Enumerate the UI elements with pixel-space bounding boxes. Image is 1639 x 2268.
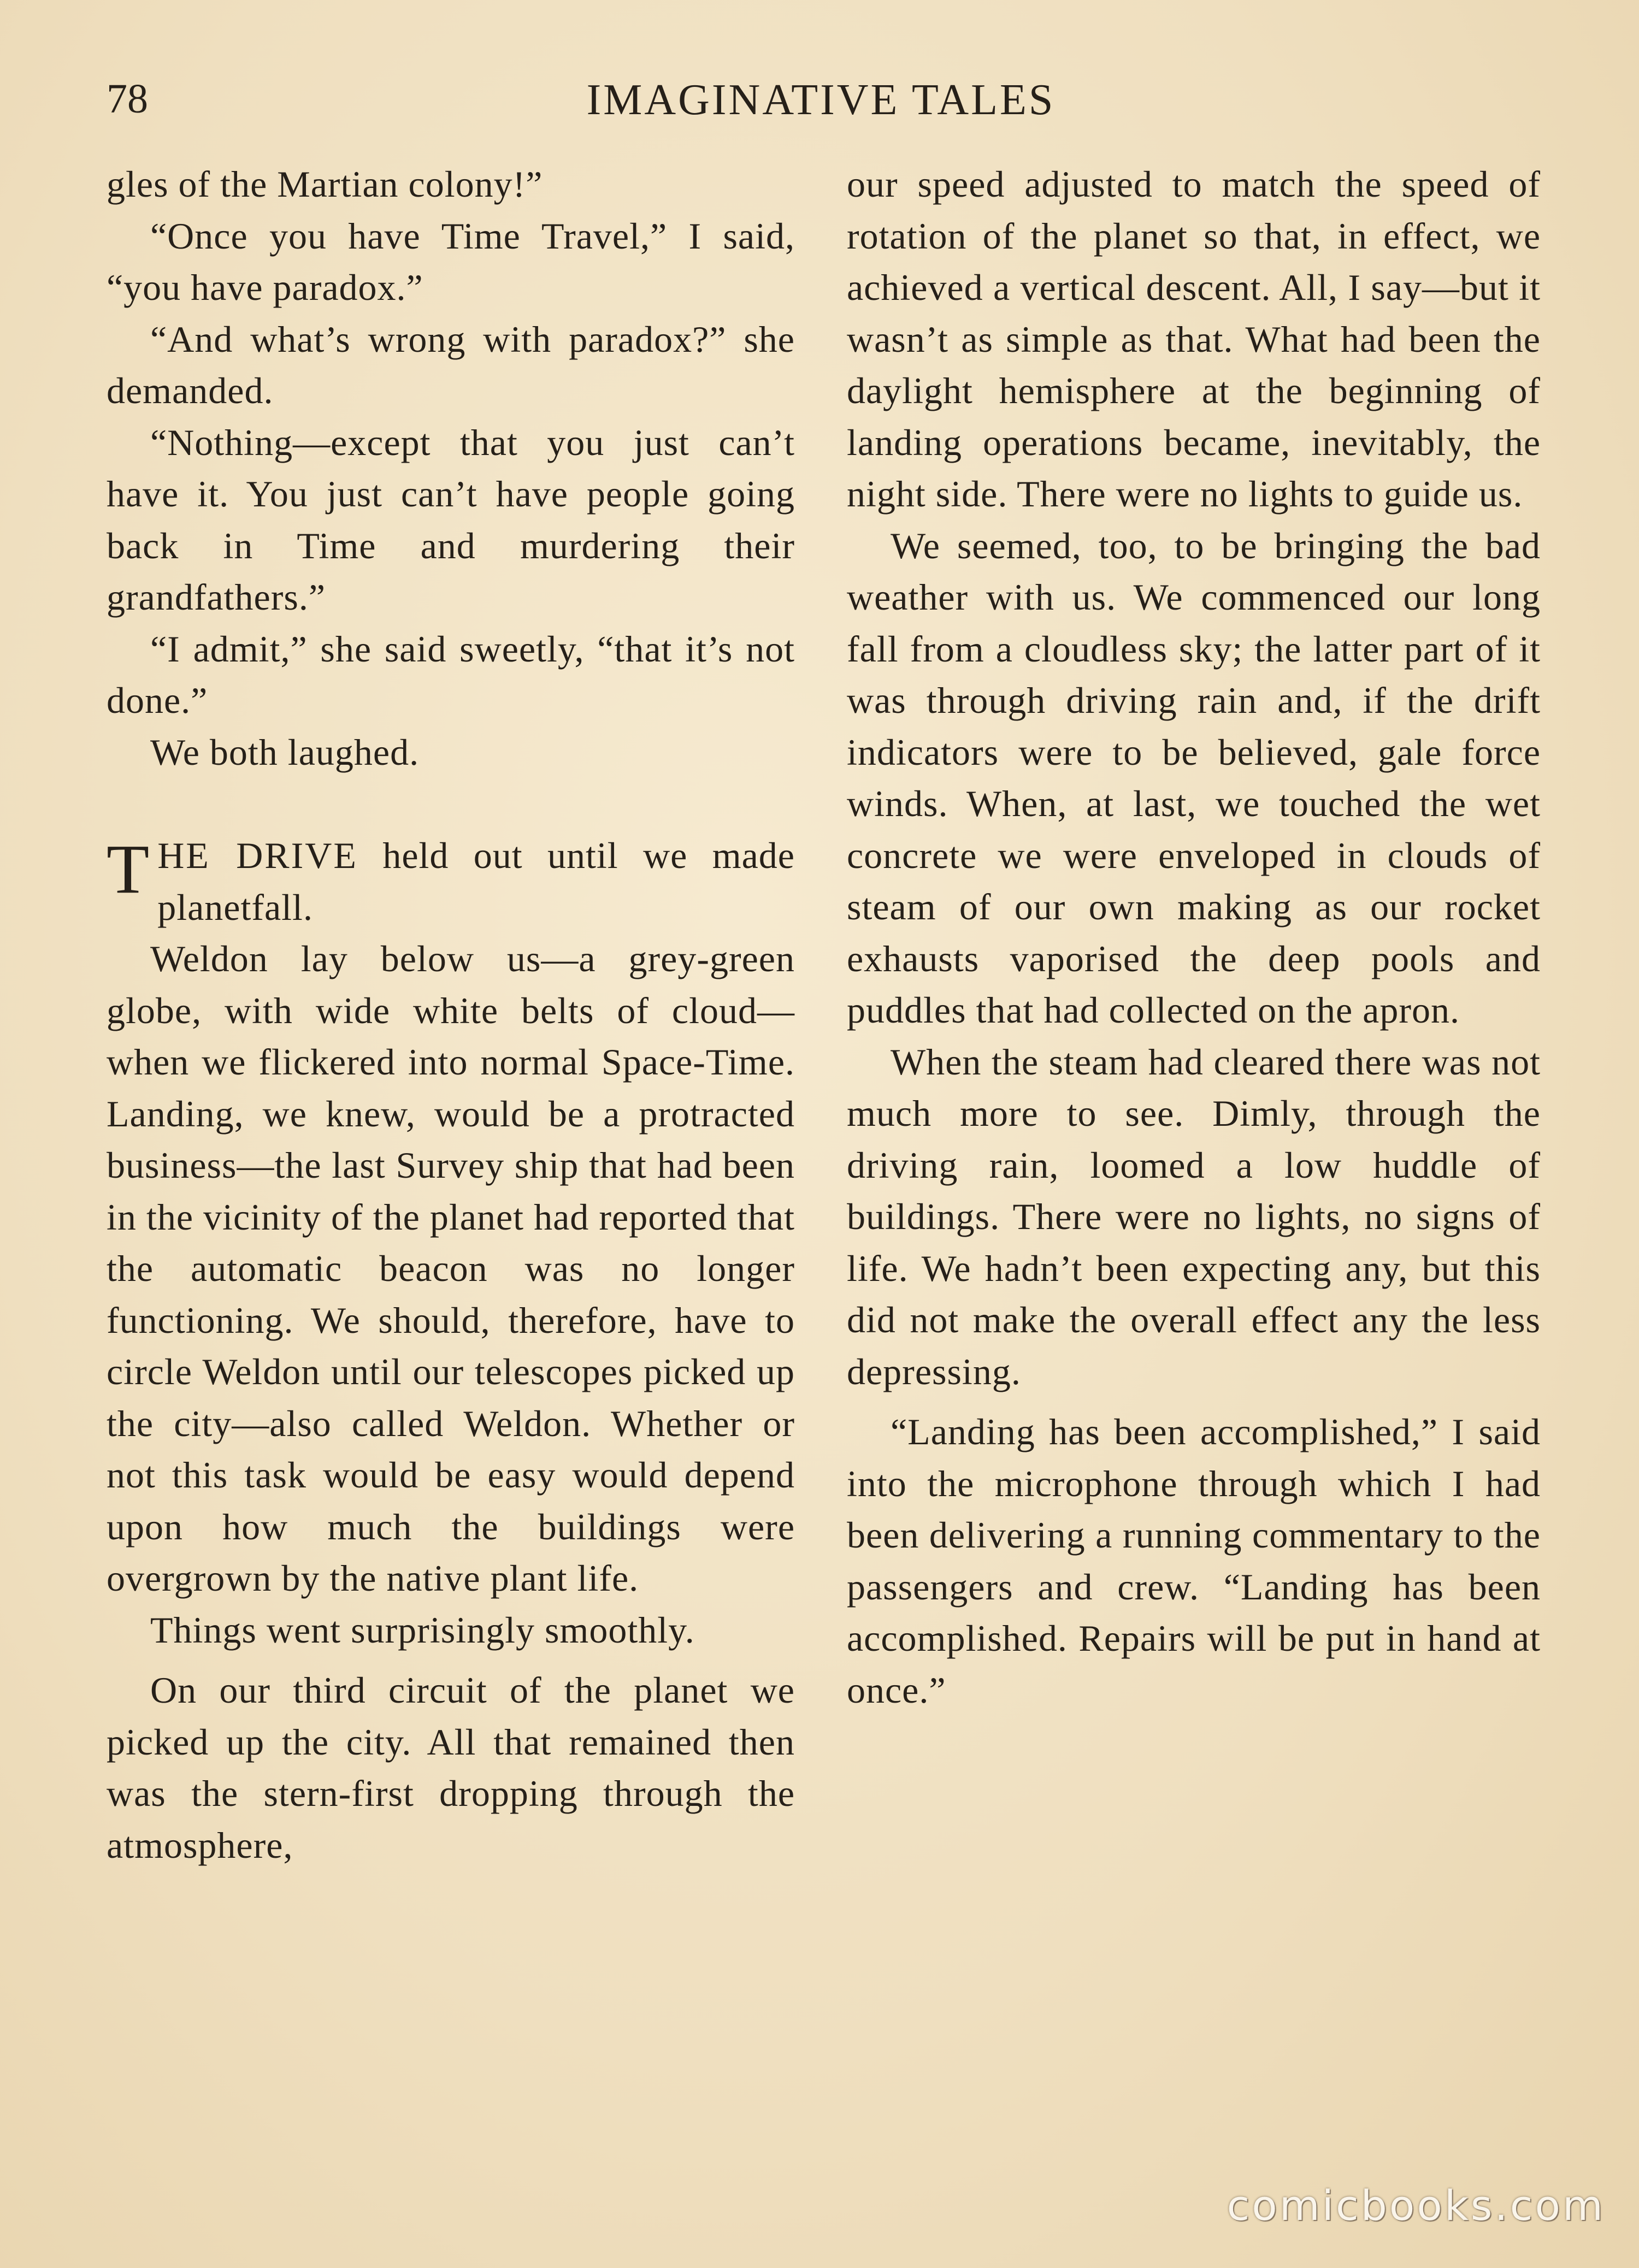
paragraph: “Once you have Time Travel,” I said, “you have paradox.” (107, 215, 795, 308)
paragraph: gles of the Martian colony!” (107, 163, 543, 205)
paragraph: our speed adjusted to match the speed of rotation of the planet so that, in effect, we achieved a vertical descent. All, I say—but it wasn’t as simple as that. What had been the daylight hemisphere at the beginning of landing operations became, inevitably, the night side. There were no lights to guide us. (847, 163, 1541, 515)
paragraph: We both laughed. (150, 731, 420, 773)
paragraph: On our third circuit of the planet we picked up the city. All that remained then was the stern-first dropping through the atmosphere, (107, 1669, 795, 1866)
paragraph-text: held out until we made planetfall. (157, 835, 795, 928)
page-number: 78 (107, 76, 148, 122)
paragraph: Things went surprisingly smoothly. (150, 1609, 695, 1651)
left-column (107, 158, 795, 1871)
paragraph: “I admit,” she said sweetly, “that it’s not done.” (107, 628, 795, 721)
paragraph: We seemed, too, to be bringing the bad weather with us. We commenced our long fall from a cloudless sky; the latter part of it was through driving rain and, if the drift indicators were to be believed, gale force winds. When, at last, we touched the wet concrete we were enveloped in clouds of steam of our own making as our rocket exhausts vaporised the deep pools and puddles that had collected on the apron. (847, 524, 1541, 1031)
paragraph: “And what’s wrong with paradox?” she demanded. (107, 318, 795, 411)
watermark-logo: comicbooks.com (1227, 2181, 1605, 2230)
section-opening-paragraph (107, 830, 795, 933)
page-header (107, 75, 1535, 135)
paragraph: Weldon lay below us—a grey-green globe, with wide white belts of cloud—when we flickered into normal Space-Time. Landing, we knew, would be a protracted business—the last Survey ship that had been in the vicinity of the planet had reported that the automatic beacon was no longer functioning. We should, therefore, have to circle Weldon until our telescopes picked up the city—also called Weldon. Whether or not this task would be easy would depend upon how much the buildings were overgrown by the native plant life. (107, 938, 795, 1599)
drop-cap: T (107, 830, 150, 908)
paragraph: “Nothing—except that you just can’t have it. You just can’t have people going back in Time and murdering their grandfathers.” (107, 421, 795, 618)
right-column (847, 158, 1541, 1716)
paragraph: When the steam had cleared there was not much more to see. Dimly, through the driving rain, loomed a low huddle of buildings. There were no lights, no signs of life. We hadn’t been expecting any, but this did not make the overall effect any the less depressing. (847, 1041, 1541, 1392)
small-caps-lead: HE DRIVE (157, 835, 358, 876)
running-title: IMAGINATIVE TALES (586, 76, 1056, 124)
paragraph: “Landing has been accomplished,” I said into the microphone through which I had been delivering a running commentary to the passengers and crew. “Landing has been accomplished. Repairs will be put in hand at once.” (847, 1411, 1541, 1711)
